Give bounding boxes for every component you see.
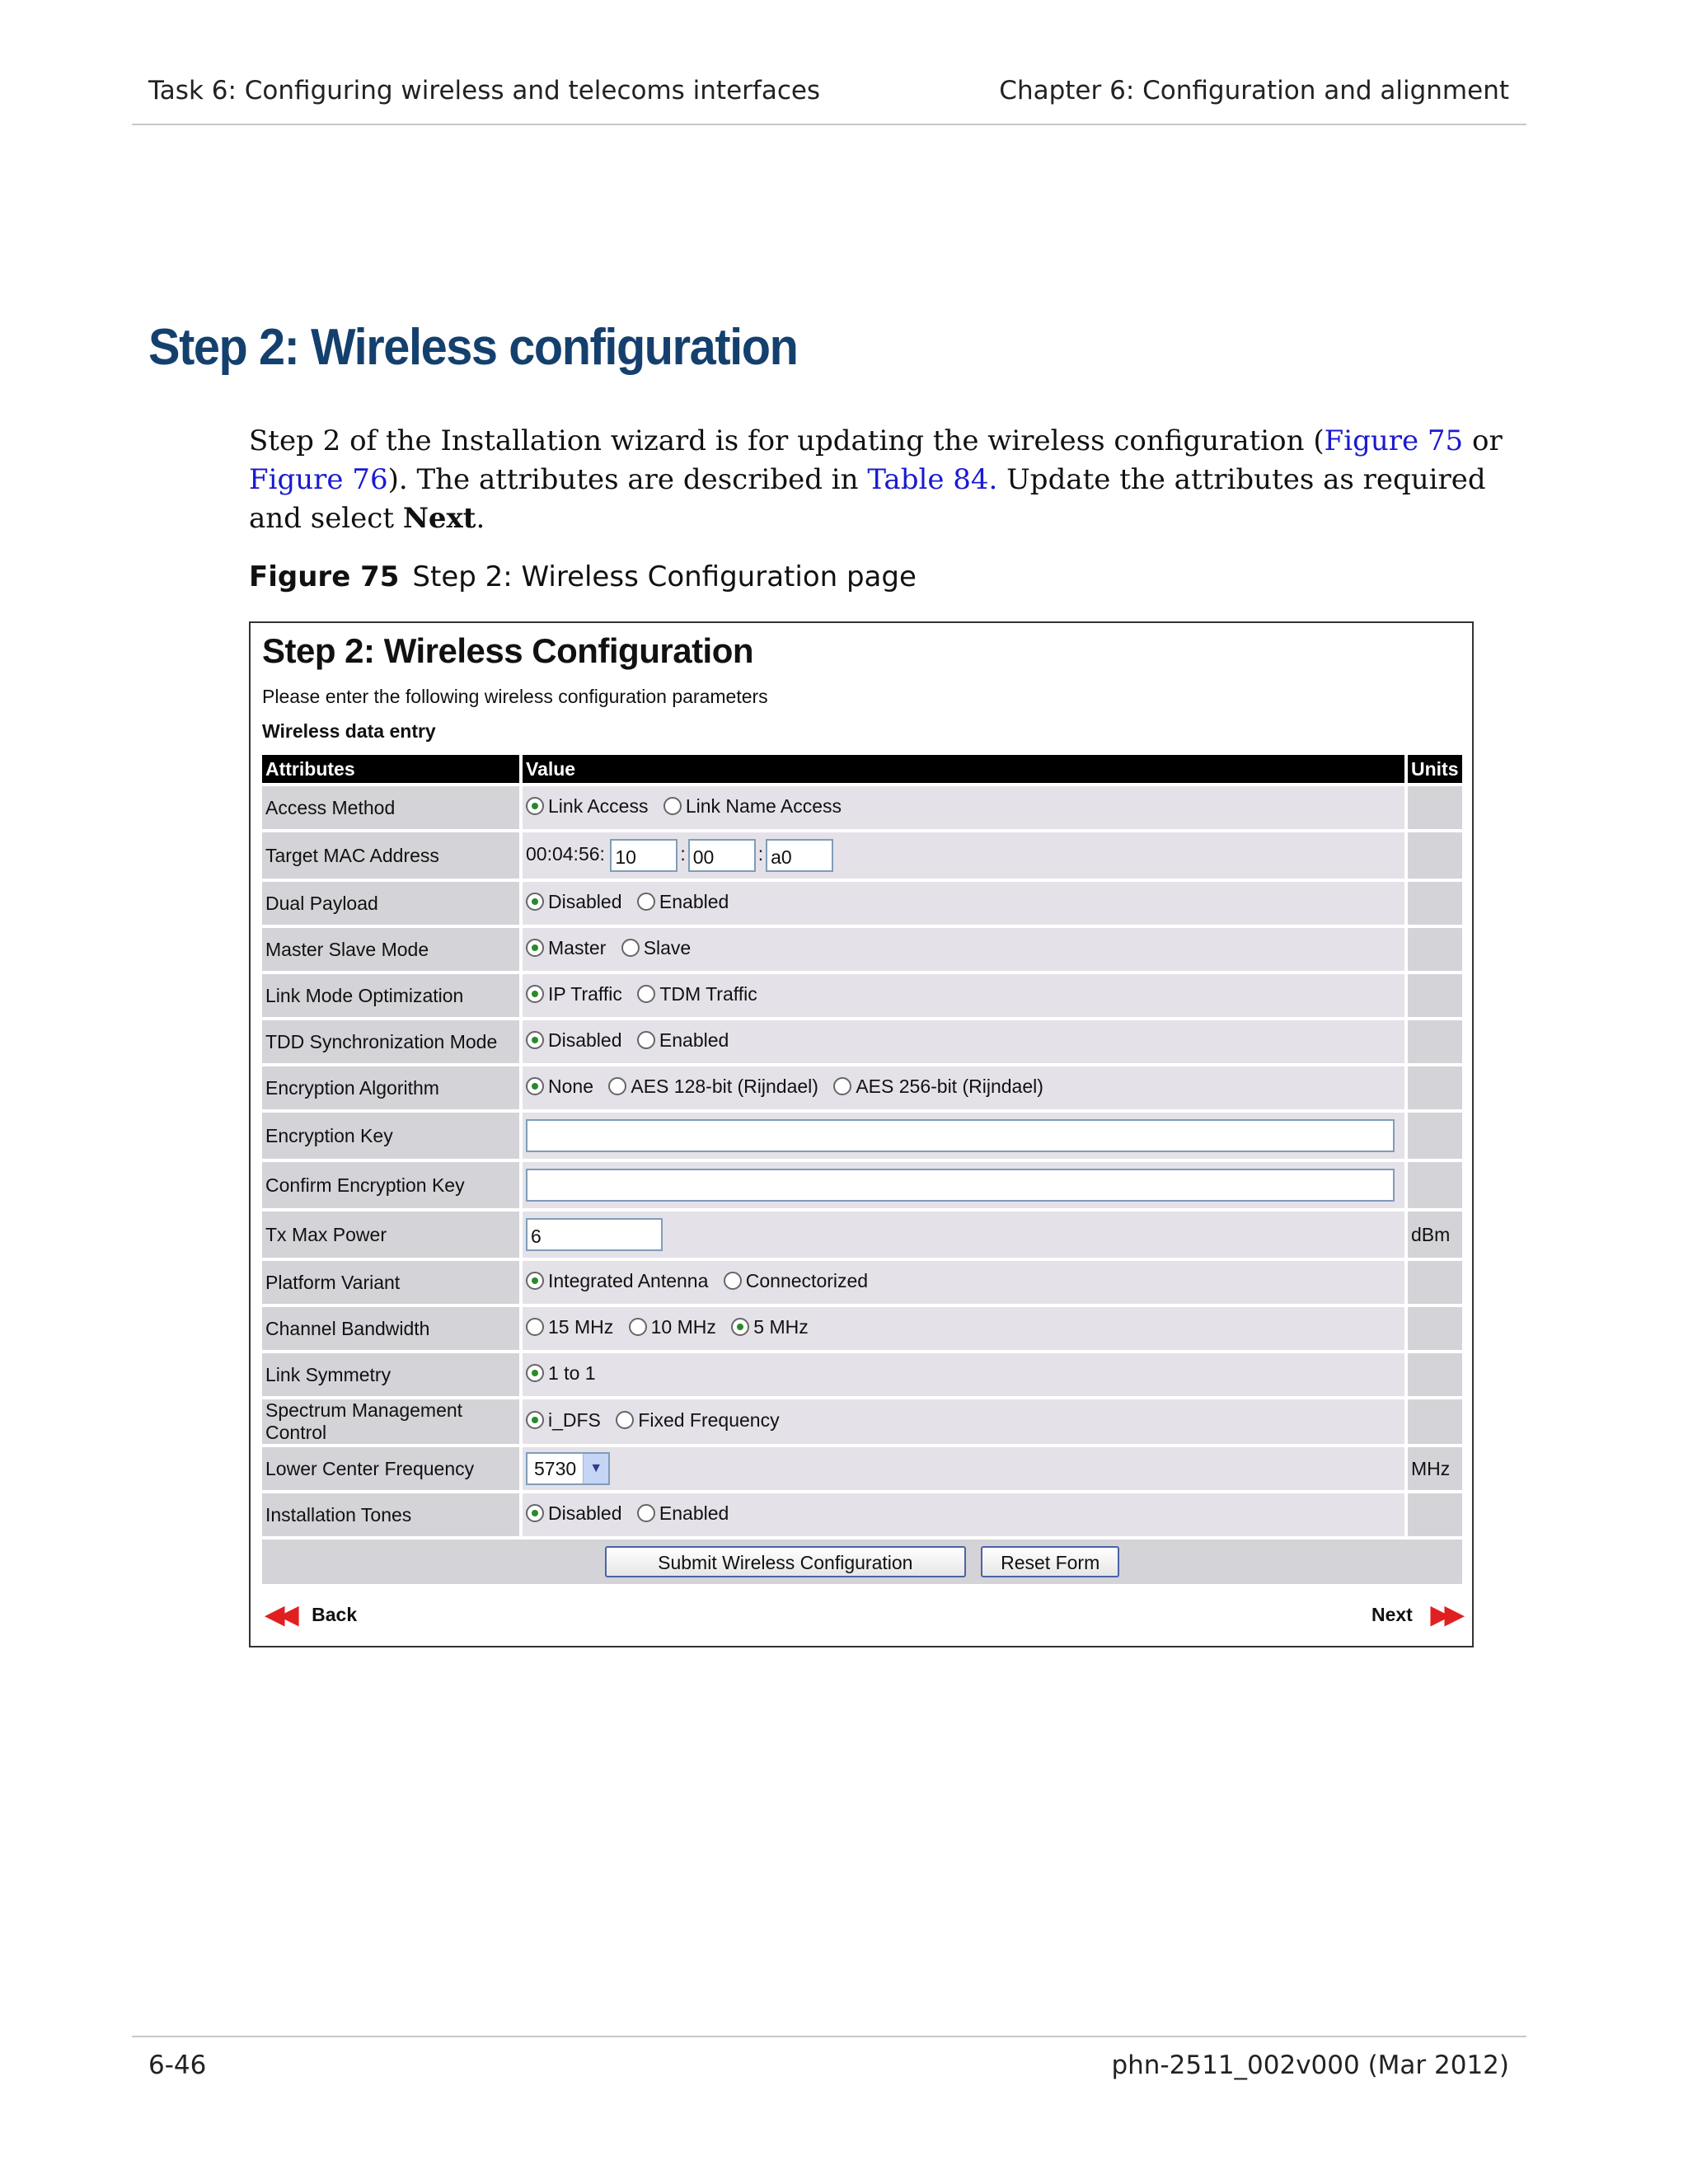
col-attributes: Attributes <box>262 755 519 783</box>
option-label: Connectorized <box>745 1269 869 1291</box>
option-label: Link Access <box>548 794 649 817</box>
unit-cell <box>1408 1162 1462 1208</box>
radio-slave[interactable] <box>621 937 692 959</box>
radio-unselected-icon[interactable] <box>608 1077 626 1095</box>
unit-cell <box>1408 1113 1462 1159</box>
intro-paragraph <box>249 422 1535 538</box>
intro-next-bold: Next <box>402 502 476 535</box>
reset-form-button[interactable]: Reset Form <box>981 1546 1119 1577</box>
unit-cell <box>1408 1399 1462 1444</box>
attr-label: Master Slave Mode <box>262 928 519 971</box>
radio-tones-enabled[interactable] <box>637 1502 729 1525</box>
radio-fixed-frequency[interactable] <box>616 1409 779 1432</box>
radio-unselected-icon[interactable] <box>637 1031 655 1049</box>
radio-unselected-icon[interactable] <box>526 1318 544 1336</box>
option-label: IP Traffic <box>548 982 622 1005</box>
row-platform-variant <box>262 1261 1462 1304</box>
intro-text-1: Step 2 of the Installation wizard is for updating the wireless configuration ( <box>249 424 1325 457</box>
confirm-encryption-key-input[interactable] <box>526 1169 1395 1202</box>
attr-label: Platform Variant <box>262 1261 519 1304</box>
row-link-symmetry <box>262 1353 1462 1396</box>
option-label: AES 128-bit (Rijndael) <box>631 1075 818 1097</box>
attr-label: Link Mode Optimization <box>262 974 519 1017</box>
radio-tdd-disabled[interactable] <box>526 1029 622 1052</box>
row-tdd-sync <box>262 1020 1462 1063</box>
radio-encryption-none[interactable] <box>526 1076 593 1098</box>
attr-label: Installation Tones <box>262 1493 519 1536</box>
option-label: 10 MHz <box>650 1315 716 1338</box>
screenshot-subtitle: Please enter the following wireless configuration parameters <box>262 686 768 707</box>
figure-75-link[interactable]: Figure 75 <box>1324 424 1464 457</box>
config-table <box>259 752 1465 1587</box>
double-left-arrow-icon: ◀◀ <box>265 1601 294 1629</box>
row-installation-tones <box>262 1493 1462 1536</box>
figure-caption-text: Step 2: Wireless Configuration page <box>412 560 917 593</box>
lower-center-frequency-select[interactable] <box>526 1452 610 1485</box>
row-lower-center-frequency <box>262 1447 1462 1490</box>
option-label: Enabled <box>659 1029 729 1051</box>
col-value: Value <box>523 755 1404 783</box>
page-number: 6-46 <box>148 2050 207 2080</box>
radio-unselected-icon[interactable] <box>663 797 682 815</box>
next-link[interactable] <box>1372 1601 1459 1629</box>
radio-idfs[interactable] <box>526 1409 601 1432</box>
col-units: Units <box>1408 755 1462 783</box>
attr-label: Access Method <box>262 786 519 829</box>
attr-label: Link Symmetry <box>262 1353 519 1396</box>
section-title: Step 2: Wireless configuration <box>148 319 798 376</box>
option-label: None <box>548 1075 593 1097</box>
row-link-mode <box>262 974 1462 1017</box>
radio-selected-icon[interactable] <box>526 1364 544 1382</box>
row-dual-payload <box>262 882 1462 925</box>
radio-10mhz[interactable] <box>629 1316 716 1338</box>
wireless-config-screenshot <box>249 621 1474 1647</box>
double-right-arrow-icon: ▶▶ <box>1430 1601 1459 1629</box>
next-label: Next <box>1371 1604 1413 1625</box>
unit-dbm: dBm <box>1408 1212 1462 1258</box>
attr-label: Encryption Key <box>262 1113 519 1159</box>
figure-caption <box>249 560 917 593</box>
row-encryption-key <box>262 1113 1462 1159</box>
option-label: i_DFS <box>548 1408 601 1431</box>
figure-76-link[interactable]: Figure 76 <box>249 463 388 496</box>
select-value: 5730 <box>534 1457 577 1479</box>
radio-unselected-icon[interactable] <box>637 1504 655 1522</box>
row-target-mac <box>262 832 1462 879</box>
radio-dual-payload-enabled[interactable] <box>637 891 729 913</box>
radio-unselected-icon[interactable] <box>637 985 655 1003</box>
radio-selected-icon[interactable] <box>526 1272 544 1290</box>
attr-label: Lower Center Frequency <box>262 1447 519 1490</box>
screenshot-title: Step 2: Wireless Configuration <box>262 631 754 670</box>
radio-master[interactable] <box>526 937 606 959</box>
radio-ip-traffic[interactable] <box>526 983 622 1005</box>
radio-selected-icon[interactable] <box>526 1031 544 1049</box>
header-rule <box>132 124 1526 125</box>
radio-selected-icon[interactable] <box>526 893 544 911</box>
submit-wireless-configuration-button[interactable]: Submit Wireless Configuration <box>605 1546 966 1577</box>
option-label: Enabled <box>659 1502 729 1524</box>
radio-tdd-enabled[interactable] <box>637 1029 729 1052</box>
mac-separator: : <box>680 843 686 865</box>
attr-label: Channel Bandwidth <box>262 1307 519 1350</box>
back-label: Back <box>312 1604 358 1625</box>
unit-cell <box>1408 1261 1462 1304</box>
mac-byte-3-input[interactable]: a0 <box>766 839 833 872</box>
radio-aes-128[interactable] <box>608 1076 818 1098</box>
option-label: Integrated Antenna <box>548 1269 709 1291</box>
attr-label: Target MAC Address <box>262 832 519 879</box>
option-label: Slave <box>643 936 692 958</box>
encryption-key-input[interactable] <box>526 1119 1395 1152</box>
option-label: 5 MHz <box>753 1315 809 1338</box>
document-id: phn-2511_002v000 (Mar 2012) <box>1111 2050 1509 2080</box>
radio-selected-icon[interactable] <box>526 939 544 957</box>
radio-link-name-access[interactable] <box>663 795 842 818</box>
attr-label: Spectrum Management Control <box>262 1399 519 1444</box>
row-encryption-algorithm <box>262 1066 1462 1109</box>
unit-cell <box>1408 1020 1462 1063</box>
radio-unselected-icon[interactable] <box>621 939 640 957</box>
attr-label: Confirm Encryption Key <box>262 1162 519 1208</box>
radio-unselected-icon[interactable] <box>637 893 655 911</box>
unit-cell <box>1408 1493 1462 1536</box>
intro-text-4: Update the attributes as required and select <box>249 463 1486 535</box>
radio-unselected-icon[interactable] <box>833 1077 851 1095</box>
radio-selected-icon[interactable] <box>731 1318 749 1336</box>
row-spectrum-management <box>262 1399 1462 1444</box>
radio-link-access[interactable] <box>526 795 648 818</box>
radio-selected-icon[interactable] <box>526 1504 544 1522</box>
row-access-method <box>262 786 1462 829</box>
option-label: AES 256-bit (Rijndael) <box>856 1075 1043 1097</box>
back-link[interactable] <box>265 1601 357 1629</box>
mac-byte-2-input[interactable]: 00 <box>688 839 756 872</box>
mac-byte-1-input[interactable]: 10 <box>610 839 678 872</box>
radio-selected-icon[interactable] <box>526 797 544 815</box>
unit-cell <box>1408 1307 1462 1350</box>
row-tx-max-power <box>262 1212 1462 1258</box>
radio-unselected-icon[interactable] <box>629 1318 647 1336</box>
footer-rule <box>132 2036 1526 2037</box>
table-header-row <box>262 755 1462 783</box>
mac-separator: : <box>757 843 764 865</box>
attr-label: Encryption Algorithm <box>262 1066 519 1109</box>
attr-label: TDD Synchronization Mode <box>262 1020 519 1063</box>
radio-unselected-icon[interactable] <box>616 1411 634 1429</box>
radio-dual-payload-disabled[interactable] <box>526 891 622 913</box>
option-label: Disabled <box>548 1029 622 1051</box>
radio-unselected-icon[interactable] <box>724 1272 742 1290</box>
option-label: 1 to 1 <box>548 1361 596 1384</box>
radio-integrated-antenna[interactable] <box>526 1270 708 1292</box>
unit-cell <box>1408 786 1462 829</box>
option-label: Disabled <box>548 1502 622 1524</box>
option-label: Enabled <box>659 890 729 912</box>
radio-5mhz[interactable] <box>731 1316 808 1338</box>
unit-cell <box>1408 974 1462 1017</box>
radio-selected-icon[interactable] <box>526 1077 544 1095</box>
unit-mhz: MHz <box>1408 1447 1462 1490</box>
row-confirm-encryption-key <box>262 1162 1462 1208</box>
option-label: 15 MHz <box>548 1315 614 1338</box>
radio-15mhz[interactable] <box>526 1316 613 1338</box>
running-header-task: Task 6: Configuring wireless and telecoms interfaces <box>148 76 821 105</box>
option-label: TDM Traffic <box>659 982 757 1005</box>
table-84-link[interactable]: Table 84. <box>867 463 998 496</box>
running-header-chapter: Chapter 6: Configuration and alignment <box>999 76 1509 105</box>
unit-cell <box>1408 832 1462 879</box>
intro-text-3: ). The attributes are described in <box>387 463 868 496</box>
attr-label: Dual Payload <box>262 882 519 925</box>
radio-selected-icon[interactable] <box>526 985 544 1003</box>
radio-tdm-traffic[interactable] <box>637 983 757 1005</box>
radio-selected-icon[interactable] <box>526 1411 544 1429</box>
unit-cell <box>1408 928 1462 971</box>
option-label: Master <box>548 936 607 958</box>
chevron-down-icon[interactable]: ▼ <box>583 1454 608 1483</box>
intro-text-5: . <box>476 502 485 535</box>
row-channel-bandwidth <box>262 1307 1462 1350</box>
figure-label: Figure 75 <box>249 560 400 593</box>
radio-tones-disabled[interactable] <box>526 1502 622 1525</box>
option-label: Link Name Access <box>685 794 842 817</box>
radio-1-to-1[interactable] <box>526 1362 596 1385</box>
intro-text-2: or <box>1463 424 1503 457</box>
row-master-slave <box>262 928 1462 971</box>
unit-cell <box>1408 1353 1462 1396</box>
screenshot-section-label: Wireless data entry <box>262 720 436 742</box>
radio-connectorized[interactable] <box>724 1270 868 1292</box>
unit-cell <box>1408 1066 1462 1109</box>
unit-cell <box>1408 882 1462 925</box>
option-label: Disabled <box>548 890 622 912</box>
radio-aes-256[interactable] <box>833 1076 1043 1098</box>
button-row <box>262 1540 1462 1584</box>
mac-prefix: 00:04:56: <box>526 843 605 865</box>
attr-label: Tx Max Power <box>262 1212 519 1258</box>
tx-max-power-input[interactable]: 6 <box>526 1218 663 1251</box>
option-label: Fixed Frequency <box>638 1408 780 1431</box>
